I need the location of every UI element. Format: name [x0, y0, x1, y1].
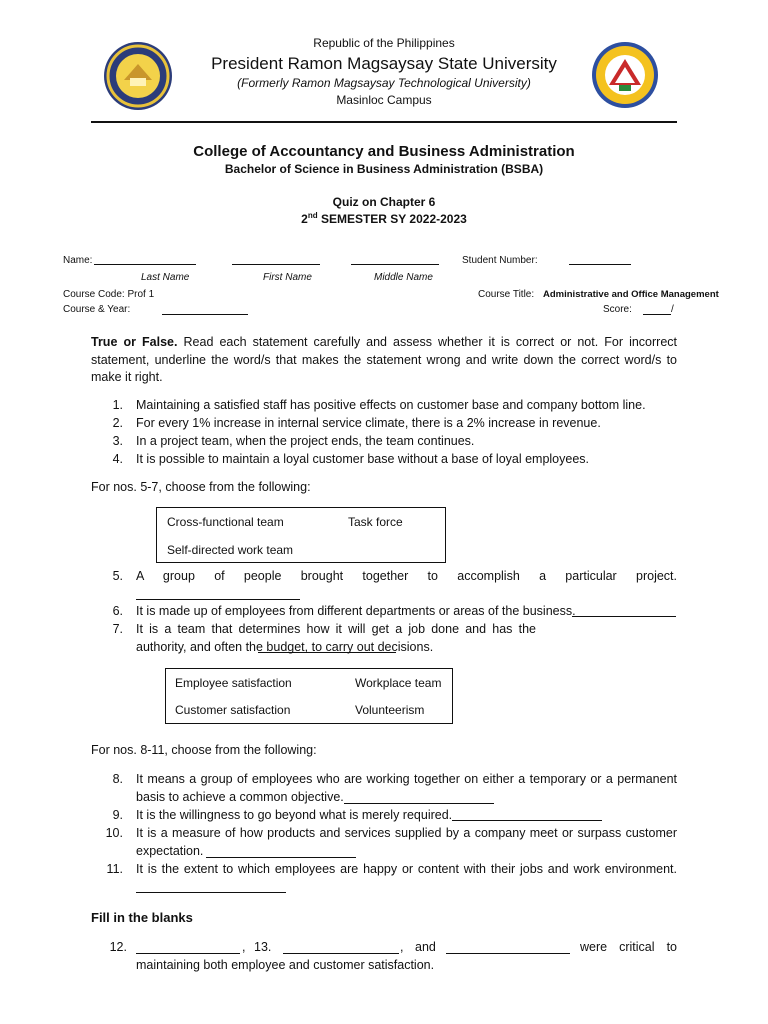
- mc1-item-number: 7.: [112, 622, 123, 636]
- answer-blank-12[interactable]: [136, 953, 240, 954]
- tf-item-text: It is possible to maintain a loyal customer base without a base of loyal employees.: [136, 452, 590, 466]
- answer-blank-14[interactable]: [446, 953, 570, 954]
- mc2-item-number: 11.: [106, 862, 123, 876]
- mc1-item-number: 6.: [112, 604, 123, 618]
- first-name-caption: First Name: [263, 272, 312, 283]
- course-code: Course Code: Prof 1: [63, 289, 155, 300]
- mc1-item-text: It is a team that determines how it will get a job done and has the authority, and often the budget, to carry out decisions.: [136, 622, 536, 654]
- fill-heading: Fill in the blanks: [91, 910, 193, 925]
- choice-employee-satisfaction: Employee satisfaction: [175, 676, 292, 690]
- formerly-text: (Formerly Ramon Magsaysay Technological University): [237, 76, 531, 90]
- choice-customer-satisfaction: Customer satisfaction: [175, 703, 291, 717]
- mc1-item-text: A group of people brought together to accomplish a particular project.: [136, 569, 677, 583]
- mc2-item-text: It means a group of employees who are working together on either a temporary or a permanent basis to achieve a common objective.: [136, 772, 677, 804]
- tf-instructions: [91, 334, 677, 387]
- quiz-title: Quiz on Chapter 6: [332, 195, 436, 209]
- header-rule: [91, 121, 677, 123]
- mc2-choice-box: [165, 668, 453, 724]
- tf-item-text: For every 1% increase in internal service climate, there is a 2% increase in revenue.: [136, 416, 601, 430]
- mc1-intro: For nos. 5-7, choose from the following:: [91, 480, 311, 494]
- fill-line-2: maintaining both employee and customer satisfaction.: [136, 958, 435, 972]
- mc2-intro: For nos. 8-11, choose from the following:: [91, 743, 317, 757]
- choice-task-force: Task force: [348, 515, 403, 529]
- answer-blank-9[interactable]: [452, 820, 602, 821]
- fill-item-number: 12.: [109, 940, 127, 954]
- name-label: Name:: [63, 255, 93, 266]
- answer-blank-11[interactable]: [136, 892, 286, 893]
- student-number-field[interactable]: [569, 264, 631, 265]
- comma-2: ,: [400, 940, 404, 954]
- score-label: Score:: [603, 304, 632, 315]
- last-name-caption: Last Name: [141, 272, 190, 283]
- course-year-label: Course & Year:: [63, 304, 131, 315]
- tf-item-text: In a project team, when the project ends, the team continues.: [136, 434, 475, 448]
- choice-workplace-team: Workplace team: [355, 676, 442, 690]
- tf-item-number: 4.: [112, 452, 123, 466]
- campus-text: Masinloc Campus: [336, 93, 432, 107]
- course-year-field[interactable]: [162, 314, 248, 315]
- fill-and: and: [415, 940, 436, 954]
- middle-name-caption: Middle Name: [374, 272, 433, 283]
- answer-blank-6[interactable]: [572, 616, 676, 617]
- course-title-value: Administrative and Office Management: [543, 289, 719, 300]
- middle-name-field[interactable]: [351, 264, 439, 265]
- last-name-field[interactable]: [94, 264, 196, 265]
- answer-blank-13[interactable]: [283, 953, 399, 954]
- mc1-item-number: 5.: [112, 569, 123, 583]
- mc2-item-text: It is a measure of how products and services supplied by a company meet or surpass customer expectation.: [136, 826, 677, 858]
- answer-blank-5[interactable]: [136, 599, 300, 600]
- choice-volunteerism: Volunteerism: [355, 703, 425, 717]
- comma-1: ,: [242, 940, 246, 954]
- fill-were: were critical to: [580, 940, 677, 954]
- mc2-item-text: It is the extent to which employees are happy or content with their jobs and work environment.: [136, 862, 677, 876]
- semester-title: 2nd SEMESTER SY 2022-2023: [301, 211, 467, 226]
- answer-blank-8[interactable]: [344, 803, 494, 804]
- choice-cross-functional: Cross-functional team: [167, 515, 284, 529]
- republic-text: Republic of the Philippines: [313, 36, 455, 50]
- answer-blank-7[interactable]: [258, 652, 396, 653]
- mc1-item-text: It is made up of employees from different departments or areas of the business.: [136, 604, 576, 618]
- answer-blank-10[interactable]: [206, 857, 356, 858]
- tf-item-number: 2.: [112, 416, 123, 430]
- mc1-choice-box: [156, 507, 446, 563]
- student-number-label: Student Number:: [462, 255, 538, 266]
- mc2-item-text: It is the willingness to go beyond what is merely required.: [136, 808, 453, 822]
- choice-self-directed: Self-directed work team: [167, 543, 294, 557]
- program-title: Bachelor of Science in Business Administration (BSBA): [224, 162, 544, 176]
- mc2-item-number: 9.: [112, 808, 123, 822]
- mc2-item-number: 10.: [105, 826, 123, 840]
- tf-item-number: 3.: [112, 434, 123, 448]
- tf-item-number: 1.: [112, 398, 123, 412]
- tf-item-text: Maintaining a satisfied staff has positive effects on customer base and company bottom line.: [136, 398, 646, 412]
- tf-heading: True or False.: [91, 335, 178, 349]
- score-suffix: /: [671, 304, 674, 315]
- college-title: College of Accountancy and Business Administration: [193, 143, 575, 160]
- first-name-field[interactable]: [232, 264, 320, 265]
- course-title-label: Course Title:: [478, 289, 535, 300]
- mc2-item-number: 8.: [112, 772, 123, 786]
- score-field[interactable]: [643, 314, 671, 315]
- fill-item-number: 13.: [254, 940, 272, 954]
- tf-instruction-text: Read each statement carefully and assess whether it is correct or not. For incorrect statement, underline the word/s that makes the statement wrong and write down the correct word/s to make it right.: [91, 335, 677, 384]
- university-name: President Ramon Magsaysay State University: [211, 54, 557, 73]
